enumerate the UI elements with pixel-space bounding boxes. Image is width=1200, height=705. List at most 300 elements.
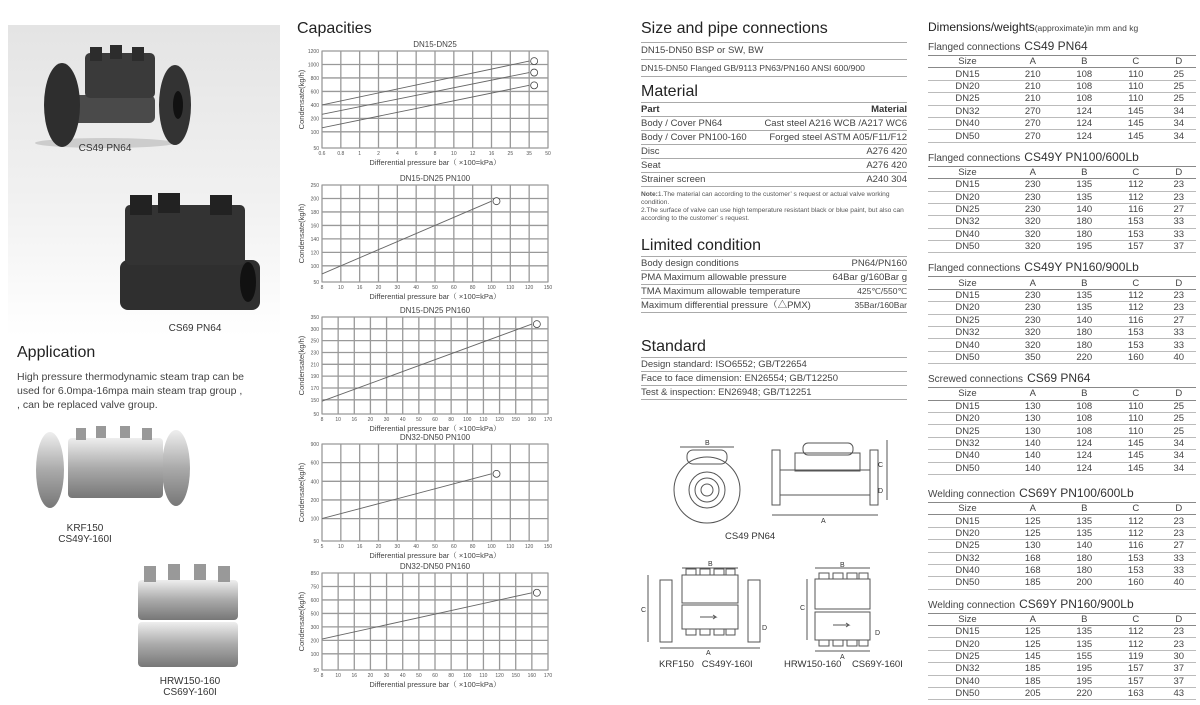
table-header	[928, 277, 1196, 289]
x-tick-label: 20	[367, 417, 374, 423]
column-header: C	[1110, 166, 1162, 178]
x-tick-label: 80	[448, 417, 454, 423]
table-cell: 110	[1110, 80, 1162, 92]
dimension-table-title: Flanged connections CS49Y PN160/900Lb	[928, 260, 1139, 275]
y-tick-label: 50	[313, 668, 319, 674]
table-row	[928, 228, 1196, 240]
table-row	[928, 327, 1196, 339]
table-cell: 112	[1110, 626, 1162, 638]
table-cell: 110	[1110, 93, 1162, 105]
table-cell: 195	[1059, 663, 1111, 675]
dim-label-a: A	[821, 518, 826, 525]
material-row: Disc A276 420	[641, 146, 907, 157]
dim-label-d: D	[875, 630, 881, 637]
x-tick-label: 30	[383, 417, 390, 423]
table-cell: 23	[1162, 626, 1196, 638]
table-cell: 180	[1059, 216, 1111, 228]
x-tick-label: 40	[413, 285, 419, 291]
table-cell: DN25	[928, 93, 1007, 105]
column-header: B	[1059, 388, 1111, 400]
column-header: Size	[928, 502, 1007, 514]
table-cell: 33	[1162, 552, 1196, 564]
photo-caption: CS69 PN64	[168, 323, 222, 334]
x-tick-label: 16	[488, 151, 495, 157]
table-cell: 153	[1110, 564, 1162, 576]
table-cell: 25	[1162, 93, 1196, 105]
x-tick-label: 10	[338, 285, 344, 291]
table-cell: 145	[1007, 650, 1059, 662]
table-cell: 112	[1110, 527, 1162, 539]
table-cell: 180	[1059, 327, 1111, 339]
y-tick-label: 190	[310, 374, 319, 381]
table-row	[928, 216, 1196, 228]
x-tick-label: 10	[451, 151, 457, 157]
table-cell: 110	[1110, 400, 1162, 412]
x-tick-label: 150	[543, 285, 553, 291]
limited-row: Body design conditions PN64/PN160	[641, 258, 907, 269]
table-cell: 108	[1059, 412, 1111, 424]
table-cell: 23	[1162, 527, 1196, 539]
table-cell: 23	[1162, 302, 1196, 314]
table-cell: 153	[1110, 228, 1162, 240]
table-cell: 210	[1007, 68, 1059, 80]
table-cell: 30	[1162, 650, 1196, 662]
table-cell: 155	[1059, 650, 1111, 662]
table-cell: DN32	[928, 552, 1007, 564]
x-tick-label: 40	[399, 673, 406, 679]
y-tick-label: 1200	[307, 49, 319, 55]
table-cell: 108	[1059, 93, 1111, 105]
table-cell: DN50	[928, 577, 1007, 589]
table-cell: 125	[1007, 626, 1059, 638]
dimension-table-title: Flanged connections CS49Y PN100/600Lb	[928, 149, 1139, 164]
text-line: High pressure thermodynamic steam trap can be	[17, 371, 245, 383]
column-header: A	[1007, 613, 1059, 625]
table-cell: 124	[1059, 105, 1111, 117]
table-cell: 180	[1059, 564, 1111, 576]
drawing-caption: CS49 PN64	[725, 531, 776, 542]
table-cell: 130	[1007, 425, 1059, 437]
x-tick-label: 30	[394, 544, 401, 550]
table-cell: 145	[1110, 117, 1162, 129]
x-tick-label: 80	[469, 544, 476, 550]
dim-label-c: C	[878, 462, 884, 469]
y-tick-label: 200	[310, 116, 319, 123]
table-row	[928, 302, 1196, 314]
y-tick-label: 100	[310, 129, 319, 136]
x-tick-label: 30	[383, 673, 390, 679]
limited-row: PMA Maximum allowable pressure 64Bar g/160Bar g	[641, 272, 907, 283]
table-cell: 110	[1110, 412, 1162, 424]
table-cell: 34	[1162, 462, 1196, 474]
x-tick-label: 120	[495, 673, 504, 679]
photo-caption	[40, 523, 130, 545]
x-tick-label: 100	[487, 544, 496, 550]
table-cell: 230	[1007, 203, 1059, 215]
dimension-table-title: Flanged connections CS49 PN64	[928, 39, 1088, 53]
table-cell: 33	[1162, 216, 1196, 228]
x-tick-label: 10	[338, 544, 344, 550]
dimension-table	[928, 613, 1196, 701]
table-cell: 157	[1110, 241, 1162, 253]
table-cell: 125	[1007, 515, 1059, 527]
table-cell: 230	[1007, 314, 1059, 326]
table-cell: DN20	[928, 638, 1007, 650]
table-cell: 108	[1059, 68, 1111, 80]
table-row	[928, 663, 1196, 675]
table-cell: 125	[1007, 638, 1059, 650]
x-tick-label: 120	[524, 285, 534, 291]
dimensions-title: Dimensions/weights(approximate)in mm and kg	[928, 20, 1139, 34]
material-title: Material	[641, 83, 698, 100]
column-header: D	[1162, 166, 1196, 178]
x-tick-label: 50	[416, 417, 422, 423]
table-row	[928, 437, 1196, 449]
krf150-valve-photo	[28, 420, 198, 510]
column-header: A	[1007, 56, 1059, 68]
table-cell: 145	[1110, 437, 1162, 449]
column-header: Size	[928, 277, 1007, 289]
table-cell: 145	[1110, 462, 1162, 474]
table-row	[928, 130, 1196, 142]
table-cell: DN20	[928, 80, 1007, 92]
table-row	[928, 515, 1196, 527]
table-cell: DN40	[928, 564, 1007, 576]
table-cell: 180	[1059, 228, 1111, 240]
table-row	[928, 179, 1196, 191]
table-row	[928, 675, 1196, 687]
x-tick-label: 8	[320, 673, 324, 679]
table-cell: DN20	[928, 412, 1007, 424]
x-tick-label: 100	[487, 285, 496, 291]
table-cell: DN25	[928, 314, 1007, 326]
series-marker-badge	[493, 198, 500, 205]
table-cell: 124	[1059, 437, 1111, 449]
dim-label-a: A	[706, 650, 711, 657]
table-cell: 34	[1162, 130, 1196, 142]
size-pipe-row: DN15-DN50 Flanged GB/9113 PN63/PN160 ANSI 600/900	[641, 60, 907, 77]
x-tick-label: 50	[432, 285, 438, 291]
table-cell: 135	[1059, 527, 1111, 539]
table-cell: DN20	[928, 191, 1007, 203]
table-cell: DN32	[928, 437, 1007, 449]
table-cell: 135	[1059, 289, 1111, 301]
table-cell: 185	[1007, 675, 1059, 687]
cs49-technical-drawing	[655, 435, 890, 535]
table-cell: 210	[1007, 93, 1059, 105]
x-tick-label: 110	[479, 417, 488, 423]
standard-row: Face to face dimension: EN26554; GB/T12250	[641, 372, 907, 386]
column-header: C	[1110, 388, 1162, 400]
column-header: D	[1162, 56, 1196, 68]
table-cell: 125	[1007, 527, 1059, 539]
x-tick-label: 16	[356, 285, 363, 291]
series-marker-badge	[493, 470, 500, 477]
standard-title: Standard	[641, 338, 706, 355]
text-line: , can be replaced valve group.	[17, 399, 158, 411]
table-cell: DN15	[928, 179, 1007, 191]
table-cell: 25	[1162, 68, 1196, 80]
table-cell: 140	[1059, 203, 1111, 215]
y-axis-label: Condensate(kg/h)	[297, 462, 306, 523]
capacity-chart-dn15-dn25-pn100	[295, 171, 557, 303]
table-row	[928, 412, 1196, 424]
dimension-table-block	[928, 595, 1196, 701]
capacity-chart-dn15-dn25-pn160	[295, 303, 557, 435]
table-cell: 119	[1110, 650, 1162, 662]
application-text	[17, 370, 287, 412]
table-cell: 230	[1007, 289, 1059, 301]
photo-caption: CS49 PN64	[78, 143, 132, 154]
table-header	[928, 502, 1196, 514]
table-cell: 153	[1110, 216, 1162, 228]
table-cell: 33	[1162, 228, 1196, 240]
dim-label-c: C	[800, 605, 806, 612]
table-cell: 112	[1110, 289, 1162, 301]
table-cell: 37	[1162, 663, 1196, 675]
table-cell: DN50	[928, 688, 1007, 700]
table-cell: DN25	[928, 650, 1007, 662]
x-tick-label: 50	[416, 673, 422, 679]
table-cell: 145	[1110, 130, 1162, 142]
table-row	[928, 314, 1196, 326]
table-cell: 23	[1162, 515, 1196, 527]
table-row	[928, 93, 1196, 105]
table-cell: DN32	[928, 105, 1007, 117]
x-tick-label: 150	[511, 673, 520, 679]
x-tick-label: 110	[506, 285, 515, 291]
table-header	[928, 166, 1196, 178]
table-row	[928, 527, 1196, 539]
table-cell: 230	[1007, 179, 1059, 191]
material-row: Body / Cover PN100-160 Forged steel ASTM A05/F11/F12	[641, 132, 907, 143]
table-cell: 185	[1007, 663, 1059, 675]
table-cell: 200	[1059, 577, 1111, 589]
table-cell: 210	[1007, 80, 1059, 92]
table-cell: 140	[1059, 540, 1111, 552]
dimension-table	[928, 502, 1196, 590]
y-tick-label: 750	[310, 584, 319, 591]
table-header	[928, 56, 1196, 68]
table-cell: 124	[1059, 462, 1111, 474]
y-tick-label: 120	[310, 250, 319, 257]
standard-row: Design standard: ISO6552; GB/T22654	[641, 358, 907, 372]
table-cell: 37	[1162, 675, 1196, 687]
table-row	[928, 650, 1196, 662]
capacity-chart-dn15-dn25	[295, 37, 557, 169]
table-row	[928, 80, 1196, 92]
table-cell: 140	[1007, 450, 1059, 462]
table-cell: 33	[1162, 327, 1196, 339]
table-cell: 168	[1007, 552, 1059, 564]
dimension-table-block	[928, 258, 1196, 364]
table-cell: 33	[1162, 339, 1196, 351]
table-row	[928, 552, 1196, 564]
caption-line: KRF150	[66, 523, 104, 534]
y-axis-label: Condensate(kg/h)	[297, 335, 306, 396]
table-cell: 40	[1162, 351, 1196, 363]
y-tick-label: 200	[310, 638, 319, 645]
y-tick-label: 210	[310, 362, 319, 369]
table-cell: 320	[1007, 228, 1059, 240]
x-tick-label: 4	[395, 151, 399, 157]
table-row	[928, 339, 1196, 351]
x-tick-label: 150	[511, 417, 520, 423]
table-cell: 350	[1007, 351, 1059, 363]
x-tick-label: 60	[432, 417, 438, 423]
x-tick-label: 16	[351, 673, 358, 679]
x-axis-label: Differential pressure bar（ ×100=kPa）	[369, 292, 501, 301]
y-tick-label: 400	[310, 479, 319, 486]
series-line	[322, 324, 532, 401]
x-tick-label: 12	[469, 151, 476, 157]
y-tick-label: 160	[310, 223, 319, 230]
table-cell: DN20	[928, 302, 1007, 314]
table-row	[928, 425, 1196, 437]
table-cell: 135	[1059, 191, 1111, 203]
table-row	[928, 462, 1196, 474]
x-tick-label: 60	[451, 544, 457, 550]
table-cell: 145	[1110, 105, 1162, 117]
series-marker-badge	[531, 82, 538, 89]
table-cell: 130	[1007, 412, 1059, 424]
table-cell: 160	[1110, 577, 1162, 589]
x-tick-label: 0.6	[318, 151, 326, 157]
series-line	[322, 73, 529, 115]
table-cell: 112	[1110, 638, 1162, 650]
table-row	[928, 564, 1196, 576]
dimensions-section	[928, 20, 1196, 705]
table-cell: DN50	[928, 241, 1007, 253]
table-cell: 153	[1110, 339, 1162, 351]
series-line	[322, 61, 529, 105]
table-cell: 145	[1110, 450, 1162, 462]
column-header: A	[1007, 388, 1059, 400]
caption-line: CS69Y-160I	[163, 687, 217, 698]
x-tick-label: 80	[469, 285, 476, 291]
caption-line: CS49Y-160I	[58, 534, 112, 545]
limited-title: Limited condition	[641, 237, 762, 254]
table-cell: 108	[1059, 400, 1111, 412]
table-cell: 153	[1110, 552, 1162, 564]
x-tick-label: 20	[375, 285, 382, 291]
y-tick-label: 250	[310, 338, 319, 345]
table-row	[928, 626, 1196, 638]
caption-line: HRW150-160	[159, 676, 221, 687]
chart-title: DN32-DN50 PN160	[399, 562, 471, 571]
x-tick-label: 40	[399, 417, 406, 423]
table-cell: 33	[1162, 564, 1196, 576]
dim-label-b: B	[705, 440, 710, 447]
table-cell: 157	[1110, 663, 1162, 675]
table-cell: 116	[1110, 314, 1162, 326]
table-cell: 23	[1162, 191, 1196, 203]
x-tick-label: 16	[351, 417, 358, 423]
y-tick-label: 180	[310, 209, 319, 216]
text-line: used for 6.0mpa-16mpa main steam trap group ,	[17, 385, 243, 397]
x-tick-label: 8	[320, 285, 324, 291]
x-tick-label: 20	[367, 673, 374, 679]
table-cell: 25	[1162, 412, 1196, 424]
capacities-title: Capacities	[297, 20, 372, 37]
y-tick-label: 100	[310, 263, 319, 270]
x-axis-label: Differential pressure bar（ ×100=kPa）	[369, 680, 501, 689]
table-cell: DN15	[928, 289, 1007, 301]
x-axis-label: Differential pressure bar（ ×100=kPa）	[369, 551, 501, 560]
cs49-valve-photo	[20, 35, 190, 150]
standard-row: Test & inspection: EN26948; GB/T12251	[641, 386, 907, 400]
table-cell: 168	[1007, 564, 1059, 576]
table-cell: 180	[1059, 339, 1111, 351]
table-row	[928, 203, 1196, 215]
x-tick-label: 170	[543, 417, 553, 423]
table-cell: 320	[1007, 216, 1059, 228]
y-tick-label: 200	[310, 196, 319, 203]
x-tick-label: 80	[448, 673, 454, 679]
table-cell: 220	[1059, 351, 1111, 363]
y-tick-label: 600	[310, 597, 319, 604]
table-cell: 140	[1007, 462, 1059, 474]
table-cell: 110	[1110, 425, 1162, 437]
series-marker-badge	[533, 321, 540, 328]
table-cell: 320	[1007, 241, 1059, 253]
y-tick-label: 200	[310, 497, 319, 504]
x-axis-label: Differential pressure bar（ ×100=kPa）	[369, 158, 501, 167]
table-cell: 108	[1059, 425, 1111, 437]
table-row	[928, 289, 1196, 301]
table-header	[928, 613, 1196, 625]
y-tick-label: 50	[313, 539, 319, 545]
x-tick-label: 110	[479, 673, 488, 679]
y-tick-label: 250	[310, 183, 319, 189]
x-tick-label: 10	[335, 673, 341, 679]
y-tick-label: 600	[310, 460, 319, 467]
table-cell: 25	[1162, 400, 1196, 412]
table-cell: 180	[1059, 552, 1111, 564]
x-tick-label: 10	[335, 417, 341, 423]
y-tick-label: 850	[310, 571, 319, 577]
column-header: B	[1059, 613, 1111, 625]
drawing-caption: HRW150-160 CS69Y-160I	[784, 659, 903, 670]
y-tick-label: 900	[310, 442, 319, 448]
y-tick-label: 100	[310, 651, 319, 658]
table-cell: DN32	[928, 216, 1007, 228]
x-tick-label: 8	[433, 151, 437, 157]
dimension-table-title: Welding connection CS69Y PN100/600Lb	[928, 485, 1134, 500]
x-tick-label: 6	[414, 151, 418, 157]
table-cell: 230	[1007, 302, 1059, 314]
table-cell: 116	[1110, 203, 1162, 215]
table-cell: 43	[1162, 688, 1196, 700]
dimension-table-block	[928, 37, 1196, 143]
column-header: Size	[928, 56, 1007, 68]
y-tick-label: 1000	[307, 62, 319, 69]
table-row	[928, 577, 1196, 589]
table-cell: 195	[1059, 675, 1111, 687]
table-cell: 112	[1110, 191, 1162, 203]
dimension-table-title: Screwed connections CS69 PN64	[928, 371, 1091, 386]
column-header: B	[1059, 502, 1111, 514]
dim-label-b: B	[708, 561, 713, 568]
hrw150-technical-drawing	[795, 562, 895, 661]
application-title: Application	[17, 344, 96, 361]
x-tick-label: 50	[432, 544, 438, 550]
table-cell: DN40	[928, 450, 1007, 462]
table-cell: 130	[1007, 400, 1059, 412]
table-cell: DN15	[928, 68, 1007, 80]
x-tick-label: 60	[451, 285, 457, 291]
table-cell: 320	[1007, 327, 1059, 339]
